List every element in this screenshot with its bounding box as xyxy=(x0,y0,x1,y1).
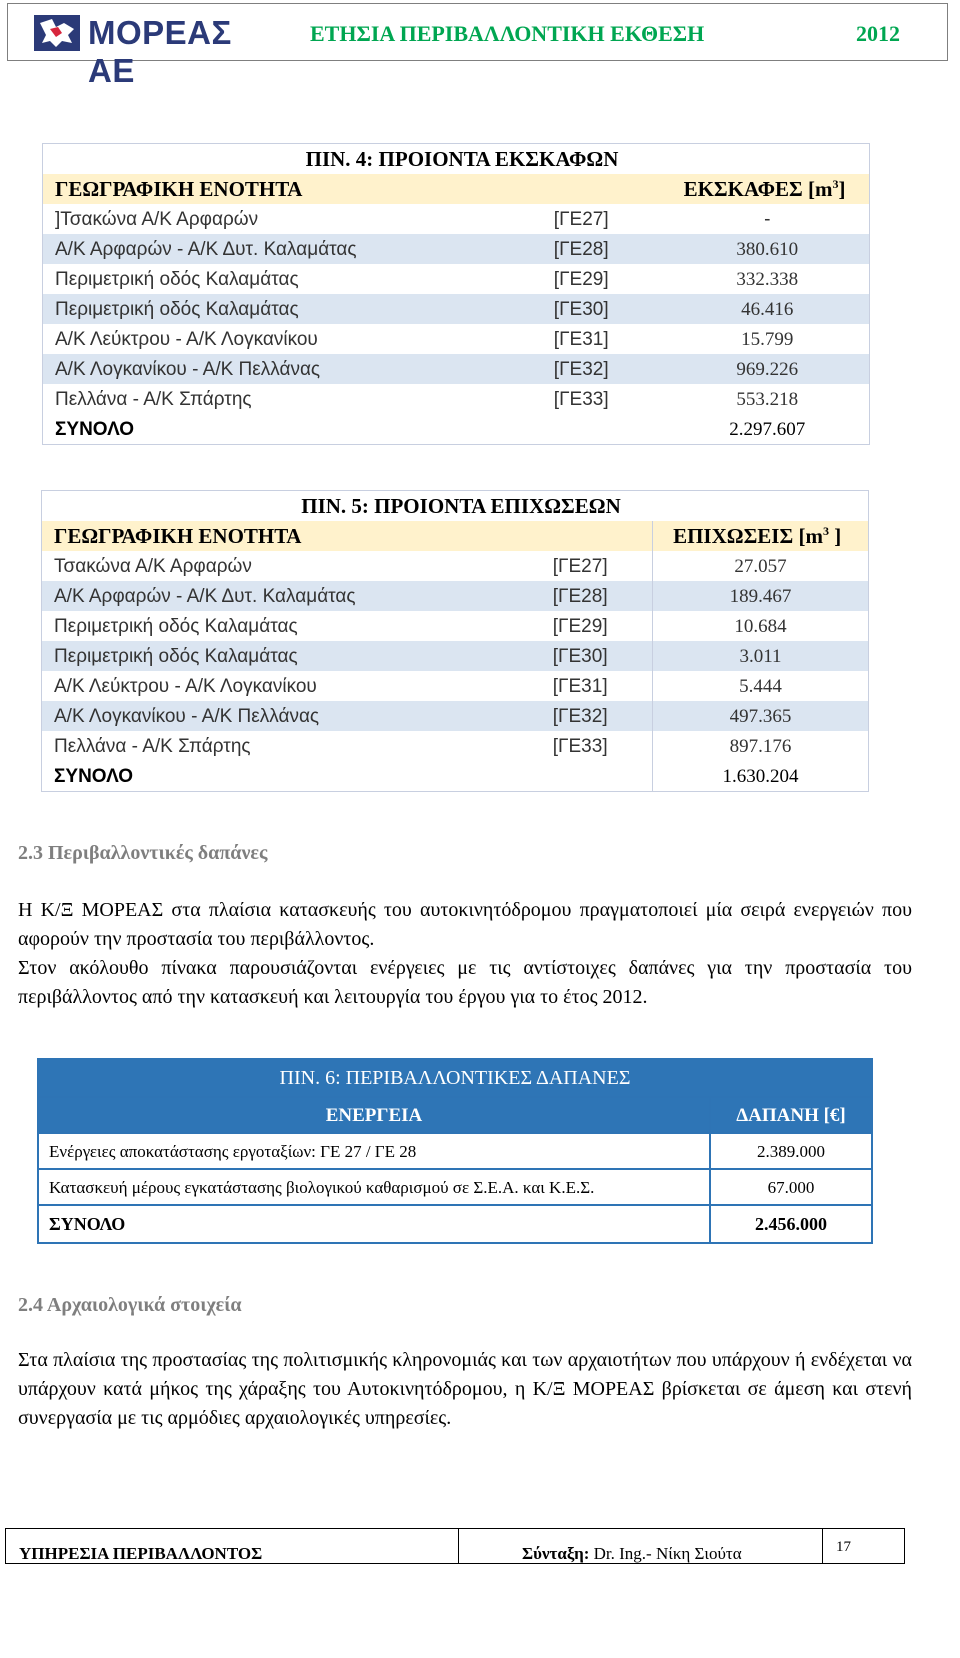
table-row xyxy=(42,701,869,731)
section-code: [ΓΕ31] xyxy=(541,671,653,701)
column-header-section: ΓΕΩΓΡΑΦΙΚΗ ΕΝΟΤΗΤΑ xyxy=(43,174,666,204)
column-header-section: ΓΕΩΓΡΑΦΙΚΗ ΕΝΟΤΗΤΑ xyxy=(42,521,653,551)
table-caption-row xyxy=(38,1059,872,1097)
section-value: 897.176 xyxy=(653,731,869,761)
excavation-table xyxy=(42,143,870,445)
table-row xyxy=(42,551,869,581)
section-code: [ΓΕ29] xyxy=(541,611,653,641)
unit-superscript: 3 xyxy=(822,524,829,538)
page-number: 17 xyxy=(836,1539,851,1555)
section-name: Περιμετρική οδός Καλαμάτας xyxy=(43,294,542,324)
section-code: [ΓΕ33] xyxy=(542,384,666,414)
table-header-row xyxy=(42,521,869,551)
table-header-row xyxy=(43,174,870,204)
footer-department: ΥΠΗΡΕΣΙΑ ΠΕΡΙΒΑΛΛΟΝΤΟΣ xyxy=(19,1544,263,1563)
section-code: [ΓΕ33] xyxy=(541,731,653,761)
section-value: 553.218 xyxy=(666,384,870,414)
section-code: [ΓΕ28] xyxy=(541,581,653,611)
table-row xyxy=(42,671,869,701)
action-cost: 2.389.000 xyxy=(710,1133,872,1169)
section-value: 969.226 xyxy=(666,354,870,384)
column-header-excavations xyxy=(666,174,870,204)
total-label: ΣΥΝΟΛΟ xyxy=(42,761,653,792)
column-header-cost: ΔΑΠΑΝΗ [€] xyxy=(710,1097,872,1133)
column-header-action: ΕΝΕΡΓΕΙΑ xyxy=(38,1097,710,1133)
document-title: ΕΤΗΣΙΑ ΠΕΡΙΒΑΛΛΟΝΤΙΚΗ ΕΚΘΕΣΗ xyxy=(310,21,705,46)
section-code: [ΓΕ31] xyxy=(542,324,666,354)
embankment-table xyxy=(41,490,869,792)
total-label: ΣΥΝΟΛΟ xyxy=(38,1205,710,1243)
document-year: 2012 xyxy=(856,21,900,46)
action-cost: 67.000 xyxy=(710,1169,872,1205)
section-code: [ΓΕ30] xyxy=(541,641,653,671)
table-row xyxy=(42,641,869,671)
company-logo xyxy=(34,13,274,89)
section-value: 10.684 xyxy=(653,611,869,641)
footer-author-label: Σύνταξη: xyxy=(522,1544,590,1563)
section-value: - xyxy=(666,204,870,234)
section-name: Περιμετρική οδός Καλαμάτας xyxy=(43,264,542,294)
section-2-3-text xyxy=(18,896,912,1012)
footer-author-name: Dr. Ing.- Νίκη Σιούτα xyxy=(589,1544,742,1563)
paragraph: Στα πλαίσια της προστασίας της πολιτισμικής κληρονομιάς και των αρχαιοτήτων που υπάρχουν ή ενδέχεται να υπάρχουν κατά μήκος της χάραξης του Αυτοκινητόδρομου, η Κ/Ξ ΜΟΡΕΑΣ βρίσκεται σε άμεση και στενή συνεργασία με τις αρμόδιες αρχαιολογικές υπηρεσίες. xyxy=(18,1349,912,1429)
unit-superscript: 3 xyxy=(832,177,839,191)
section-code: [ΓΕ30] xyxy=(542,294,666,324)
action-name: Κατασκευή μέρους εγκατάστασης βιολογικού καθαρισμού σε Σ.Ε.Α. και Κ.Ε.Σ. xyxy=(38,1169,710,1205)
footer-divider xyxy=(458,1529,459,1563)
column-header-close: ] xyxy=(838,177,846,201)
page-header xyxy=(7,3,948,89)
section-2-4-text xyxy=(18,1346,912,1433)
column-header-close: ] xyxy=(828,524,842,548)
section-value: 332.338 xyxy=(666,264,870,294)
paragraph: Στον ακόλουθο πίνακα παρουσιάζονται ενέργειες με τις αντίστοιχες δαπάνες για την προστασία του περιβάλλοντος από την κατασκευή και λειτουργία του έργου για το έτος 2012. xyxy=(18,957,912,1008)
section-value: 5.444 xyxy=(653,671,869,701)
page-footer xyxy=(5,1528,905,1564)
section-value: 15.799 xyxy=(666,324,870,354)
section-code: [ΓΕ29] xyxy=(542,264,666,294)
section-name: Α/Κ Λεύκτρου - Α/Κ Λογκανίκου xyxy=(42,671,541,701)
table-caption: ΠΙΝ. 4: ΠΡΟΙΟΝΤΑ ΕΚΣΚΑΦΩΝ xyxy=(43,144,870,175)
total-value: 2.297.607 xyxy=(666,414,870,445)
table-caption-row xyxy=(42,491,869,522)
table-caption: ΠΙΝ. 6: ΠΕΡΙΒΑΛΛΟΝΤΙΚΕΣ ΔΑΠΑΝΕΣ xyxy=(38,1059,872,1097)
section-code: [ΓΕ28] xyxy=(542,234,666,264)
section-value: 497.365 xyxy=(653,701,869,731)
section-value: 380.610 xyxy=(666,234,870,264)
table-caption: ΠΙΝ. 5: ΠΡΟΙΟΝΤΑ ΕΠΙΧΩΣΕΩΝ xyxy=(42,491,869,522)
table-row xyxy=(43,234,870,264)
table-total-row xyxy=(38,1205,872,1243)
total-label: ΣΥΝΟΛΟ xyxy=(43,414,666,445)
table-row xyxy=(43,204,870,234)
table-row xyxy=(38,1133,872,1169)
section-code: [ΓΕ27] xyxy=(541,551,653,581)
section-heading-2-4: 2.4 Αρχαιολογικά στοιχεία xyxy=(18,1294,242,1316)
table-row xyxy=(43,354,870,384)
section-code: [ΓΕ32] xyxy=(541,701,653,731)
table-caption-row xyxy=(43,144,870,175)
moreas-map-logo-icon xyxy=(34,13,80,53)
column-header-embankments xyxy=(653,521,869,551)
section-name: Πελλάνα - Α/Κ Σπάρτης xyxy=(42,731,541,761)
table-row xyxy=(43,324,870,354)
section-code: [ΓΕ27] xyxy=(542,204,666,234)
total-value: 1.630.204 xyxy=(653,761,869,792)
table-row xyxy=(43,384,870,414)
section-code: [ΓΕ32] xyxy=(542,354,666,384)
section-name: Πελλάνα - Α/Κ Σπάρτης xyxy=(43,384,542,414)
section-name: Α/Κ Αρφαρών - Α/Κ Δυτ. Καλαμάτας xyxy=(43,234,542,264)
section-value: 46.416 xyxy=(666,294,870,324)
section-name: Περιμετρική οδός Καλαμάτας xyxy=(42,611,541,641)
paragraph: Η Κ/Ξ ΜΟΡΕΑΣ στα πλαίσια κατασκευής του αυτοκινητόδρομου πραγματοποιεί μία σειρά ενεργειών που αφορούν την προστασία του περιβάλλοντος. xyxy=(18,899,912,950)
footer-author xyxy=(522,1544,742,1564)
column-header-text: ΕΠΙΧΩΣΕΙΣ [m xyxy=(673,524,823,548)
section-value: 189.467 xyxy=(653,581,869,611)
section-name: Τσακώνα Α/Κ Αρφαρών xyxy=(42,551,541,581)
logo-text: ΜΟΡΕΑΣ ΑΕ xyxy=(88,14,232,89)
action-name: Ενέργειες αποκατάστασης εργοταξίων: ΓΕ 27 / ΓΕ 28 xyxy=(38,1133,710,1169)
section-name: ]Τσακώνα Α/Κ Αρφαρών xyxy=(43,204,542,234)
table-total-row xyxy=(43,414,870,445)
section-name: Α/Κ Λεύκτρου - Α/Κ Λογκανίκου xyxy=(43,324,542,354)
table-header-row xyxy=(38,1097,872,1133)
section-name: Α/Κ Αρφαρών - Α/Κ Δυτ. Καλαμάτας xyxy=(42,581,541,611)
table-row xyxy=(42,581,869,611)
table-row xyxy=(43,294,870,324)
total-value: 2.456.000 xyxy=(710,1205,872,1243)
table-row xyxy=(43,264,870,294)
section-value: 3.011 xyxy=(653,641,869,671)
table-row xyxy=(42,731,869,761)
footer-divider xyxy=(822,1529,823,1563)
table-row xyxy=(42,611,869,641)
table-row xyxy=(38,1169,872,1205)
column-header-text: ΕΚΣΚΑΦΕΣ [m xyxy=(683,177,833,201)
section-value: 27.057 xyxy=(653,551,869,581)
section-name: Α/Κ Λογκανίκου - Α/Κ Πελλάνας xyxy=(43,354,542,384)
environmental-costs-table xyxy=(37,1058,873,1244)
section-heading-2-3: 2.3 Περιβαλλοντικές δαπάνες xyxy=(18,842,268,864)
section-name: Α/Κ Λογκανίκου - Α/Κ Πελλάνας xyxy=(42,701,541,731)
table-total-row xyxy=(42,761,869,792)
section-name: Περιμετρική οδός Καλαμάτας xyxy=(42,641,541,671)
